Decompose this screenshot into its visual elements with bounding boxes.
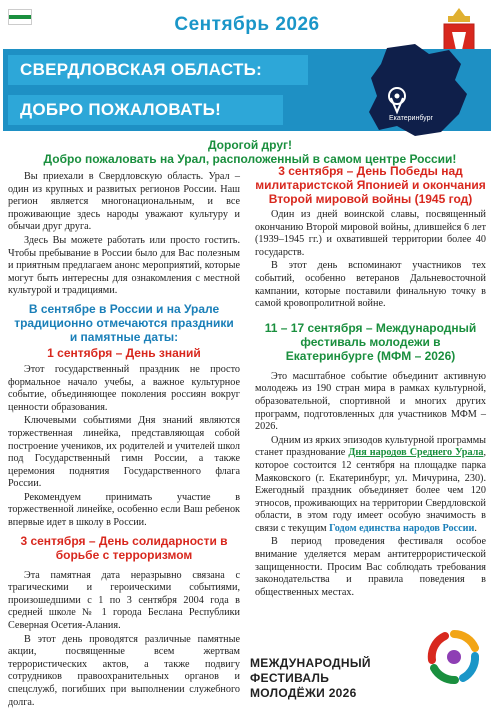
right-column xyxy=(255,164,486,600)
event3-paragraph-2: В этот день вспоминают участников тех событий, особенно ветеранов Дальневосточной кампании, которые поставили финальную точку в самой кровопролитной войне. xyxy=(255,260,486,310)
unity-year-link[interactable]: Годом единства народов России xyxy=(329,522,475,534)
page-title: Сентябрь 2026 xyxy=(174,14,320,35)
festival-footer xyxy=(250,656,440,701)
event4-text-b: , которое состоится 12 сентября на площадке парка Маяковского (г. Екатеринбург, ул. Мичурина, 230). Ежегодный праздник объединяет более чем 120 этносов, проживающих на территории Свердловской области, в этом году имеет особую значимость в связи с текущим xyxy=(255,447,486,534)
left-column xyxy=(8,169,240,710)
event-title-solidarity-day: 3 сентября – День солидарности в борьбе с терроризмом xyxy=(20,533,228,562)
section-heading: В сентябре в России и на Урале традиционно отмечаются праздники и памятные даты: xyxy=(14,301,234,344)
event4-text-a: Одним из ярких эпизодов культурной программы станет празднование xyxy=(255,434,486,459)
event4-paragraph-2 xyxy=(255,435,486,536)
event2-paragraph-1: Эта памятная дата неразрывно связана с трагическими и героическими событиями, произошедшими с 1 по 3 сентября 2004 года в средней школе № 1 города Беслана Республики Северная Осетия-Алания. xyxy=(8,569,240,632)
event2-paragraph-2: В этот день проводятся различные памятные акции, посвященные всем жертвам террористических актов, а также подвигу сотрудников правоохранительных органов и спецслужб, погибших при выполнении служебного долга. xyxy=(8,633,240,708)
event-title-victory-day: 3 сентября – День Победы над милитаристской Японией и окончания Второй мировой войны (1945 год) xyxy=(255,164,486,206)
event3-paragraph-1: Один из дней воинской славы, посвященный окончанию Второй мировой войны, длившейся 6 лет (1939–1945 гг.) и охватившей территории более 40 государств. xyxy=(255,209,486,258)
event4-paragraph-3: В период проведения фестиваля особое внимание уделяется мерам антитеррористической защищенности. Просим Вас соблюдать требования законодательства и правила поведения в общественных местах. xyxy=(255,536,486,598)
greeting-line2: Добро пожаловать на Урал, расположенный в самом центре России! xyxy=(43,152,457,166)
event1-paragraph-1: Этот государственный праздник не просто формальное начало учебы, а важное культурное событие, объединяющее поколения россиян вокруг ценности образования. xyxy=(8,363,240,413)
greeting-line1: Дорогой друг! xyxy=(207,138,293,152)
banner-title-line1: СВЕРДЛОВСКАЯ ОБЛАСТЬ: xyxy=(8,55,308,85)
event4-paragraph-1: Это масштабное событие объединит активную молодежь из 190 стран мира в рамках культурной, образовательной, спортивной и многих других программ, подготовленных для участников МФМ – 2026. xyxy=(255,370,486,433)
event1-paragraph-3: Рекомендуем принимать участие в торжественной линейке, особенно если Ваш ребенок впервые идет в школу в России. xyxy=(8,491,240,529)
peoples-day-link[interactable]: Дня народов Среднего Урала xyxy=(348,447,484,459)
region-map-icon xyxy=(357,40,482,140)
intro-paragraph-1: Вы приехали в Свердловскую область. Урал – один из крупных и развитых регионов России. Наш регион является многонациональным, и все проживающие здесь народы уважают культуру и обычаи друг друга. xyxy=(8,171,240,233)
greeting xyxy=(20,138,480,166)
festival-logo-icon xyxy=(425,628,483,686)
festival-footer-line2: МОЛОДЁЖИ 2026 xyxy=(250,686,357,700)
festival-footer-line1: МЕЖДУНАРОДНЫЙ ФЕСТИВАЛЬ xyxy=(250,656,371,685)
event-title-youth-festival: 11 – 17 сентября – Международный фестиваль молодежи в Екатеринбурге (МФМ – 2026) xyxy=(264,320,477,363)
event-title-knowledge-day: 1 сентября – День знаний xyxy=(47,345,201,360)
event4-text-c: . xyxy=(474,522,477,534)
map-city-label: Екатеринбург xyxy=(389,115,434,122)
banner-title-line2: ДОБРО ПОЖАЛОВАТЬ! xyxy=(8,95,283,125)
intro-paragraph-2: Здесь Вы можете работать или просто гостить. Чтобы пребывание в России было для Вас полезным и приятным предлагаем анонс мероприятий, которые могут быть интересны для ознакомления с местной культурой и традициями. xyxy=(8,234,240,297)
event1-paragraph-2: Ключевыми событиями Дня знаний являются торжественная линейка, представляющая собой построение учеников, их родителей и учителей школ под Государственный гимн России, а также церемония поднятия Государственного флага России. xyxy=(8,415,240,490)
